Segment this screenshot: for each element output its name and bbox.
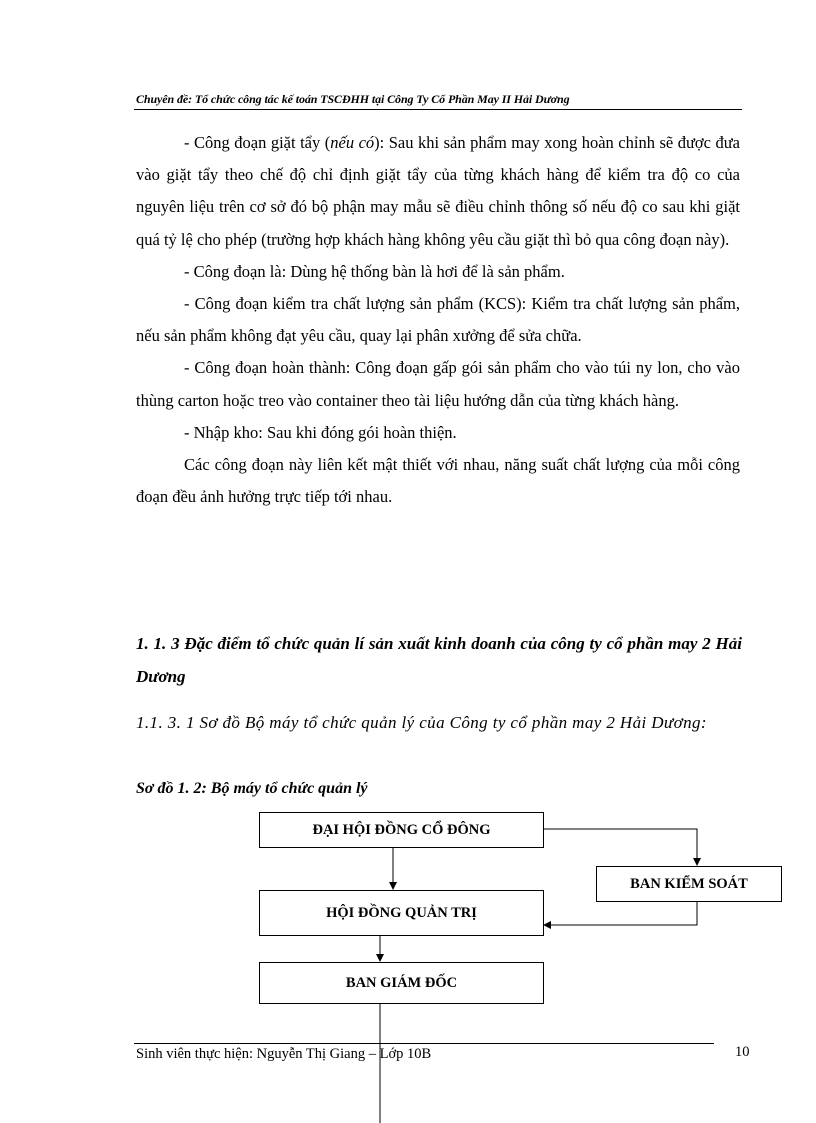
section-heading: 1. 1. 3 Đặc điểm tổ chức quản lí sản xuất kinh doanh của công ty cổ phần may 2 Hải Dương: [136, 634, 742, 686]
org-box-shareholders-label: ĐẠI HỘI ĐỒNG CỔ ĐÔNG: [312, 821, 491, 838]
footer-author: Sinh viên thực hiện: Nguyễn Thị Giang – Lớp 10B: [136, 1046, 432, 1062]
org-box-supervisory-label: BAN KIỂM SOÁT: [630, 875, 748, 892]
connector-shareholders-to-supervisory: [543, 829, 697, 865]
page-header-title: Chuyên đề: Tổ chức công tác kế toán TSCĐHH tại Công Ty Cổ Phần May II Hải Dương: [136, 92, 570, 106]
paragraph-summary: Các công đoạn này liên kết mật thiết với nhau, năng suất chất lượng của mỗi công đoạn đều ảnh hưởng trực tiếp tới nhau.: [136, 455, 740, 507]
diagram-title: Sơ đồ 1. 2: Bộ máy tổ chức quản lý: [136, 780, 368, 797]
footer-divider: [134, 1043, 714, 1044]
paragraph-ironing-stage: - Công đoạn là: Dùng hệ thống bàn là hơi để là sản phẩm.: [184, 261, 565, 281]
body-text: [136, 127, 740, 513]
subsection-heading: 1.1. 3. 1 Sơ đồ Bộ máy tổ chức quản lý của Công ty cổ phần may 2 Hải Dương:: [136, 713, 707, 732]
paragraph-finishing-stage: - Công đoạn hoàn thành: Công đoạn gấp gói sản phẩm cho vào túi ny lon, cho vào thùng carton hoặc treo vào container theo tài liệu hướng dẫn của từng khách hàng.: [136, 358, 740, 410]
org-box-board-of-management: [259, 890, 544, 936]
paragraph-qc-stage: - Công đoạn kiểm tra chất lượng sản phẩm (KCS): Kiểm tra chất lượng sản phẩm, nếu sản phẩm không đạt yêu cầu, quay lại phân xưởng để sửa chữa.: [136, 294, 740, 346]
org-box-shareholders-meeting: [259, 812, 544, 848]
page-number: 10: [735, 1044, 750, 1060]
header-divider: [134, 109, 742, 110]
paragraph-washing-emphasis: nếu có: [330, 133, 375, 152]
paragraph-warehouse-stage: - Nhập kho: Sau khi đóng gói hoàn thiện.: [184, 422, 457, 442]
paragraph-washing-text: ): Sau khi sản phẩm may xong hoàn chỉnh sẽ được đưa vào giặt tẩy theo chế độ chỉ định giặt tẩy của từng khách hàng để kiểm tra độ co của nguyên liệu trên cơ sở đó bộ phận may mẫu sẽ điều chỉnh thông số nếu độ co sau khi giặt quá tỷ lệ cho phép (trường hợp khách hàng không yêu cầu giặt thì bỏ qua công đoạn này).: [136, 133, 740, 249]
connector-supervisory-to-board: [544, 901, 697, 925]
org-box-directors-label: BAN GIÁM ĐỐC: [345, 974, 458, 991]
org-box-supervisory-board: [596, 866, 782, 902]
org-box-board-label: HỘI ĐỒNG QUẢN TRỊ: [326, 904, 477, 921]
paragraph-washing-stage: [136, 127, 740, 256]
paragraph-washing-prefix: - Công đoạn giặt tẩy (: [184, 133, 331, 152]
org-box-board-of-directors: [259, 962, 544, 1004]
